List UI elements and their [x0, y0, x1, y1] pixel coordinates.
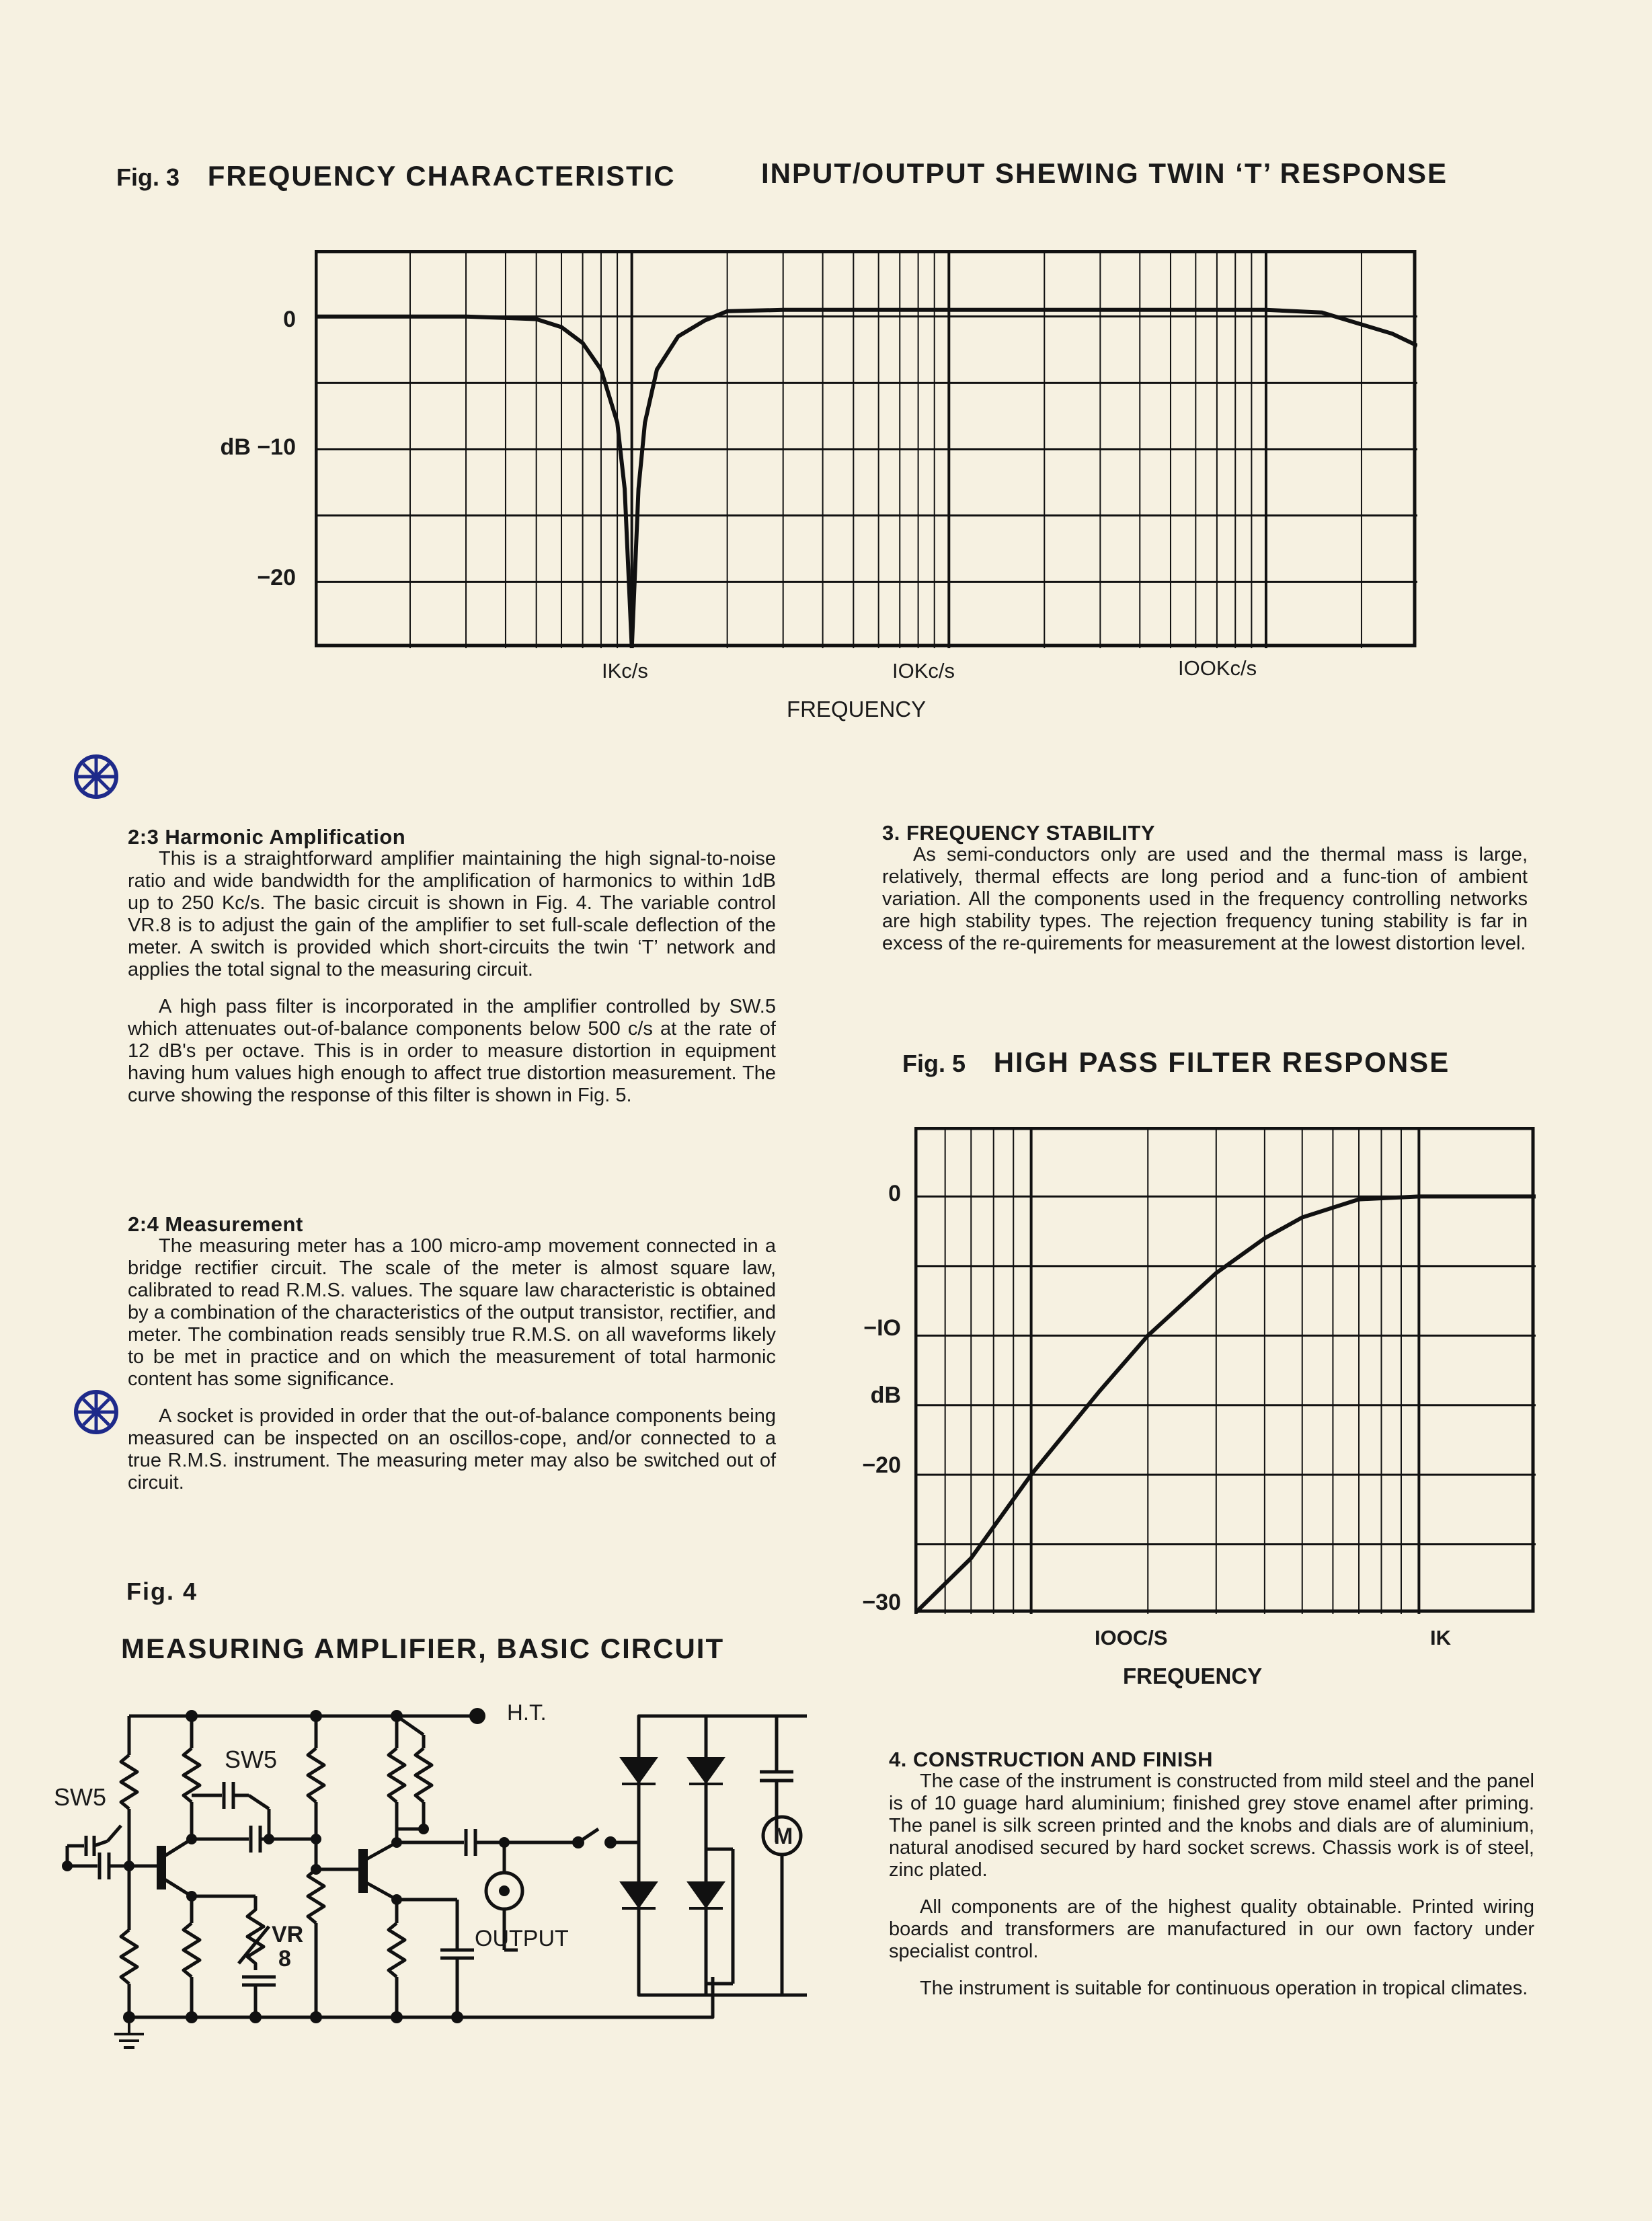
fig5-ytick-minus30: −30 [862, 1590, 901, 1615]
fig5-ytick-0: 0 [888, 1181, 901, 1206]
fig5-ylabel: dB [870, 1382, 901, 1408]
fig5-xtick-1k: IK [1430, 1626, 1451, 1649]
label-ht: H.T. [507, 1700, 547, 1725]
section-heading: 2:4 Measurement [128, 1212, 303, 1236]
fig5-number: Fig. 5 [902, 1050, 966, 1077]
fig3-ytick-0: 0 [283, 307, 296, 332]
fig4-number: Fig. 4 [126, 1577, 198, 1605]
ground-icon [114, 2017, 144, 2048]
fig3-xtick-1k: IKc/s [602, 659, 648, 683]
paragraph: As semi-conductors only are used and the thermal mass is large, relatively, thermal effects are long period and a func-tion of ambient variation. All the components used in the frequency controlling networks are high stability types. The rejection frequency tuning stability is far in excess of the re-quirements for measurement at the lowest distortion level. [882, 844, 1528, 954]
section-construction-finish [889, 1748, 1534, 2015]
fig3-title-left: FREQUENCY CHARACTERISTIC [207, 160, 676, 192]
fig5-frame [916, 1128, 1533, 1611]
paragraph: This is a straightforward amplifier maintaining the high signal-to-noise ratio and wide bandwidth for the amplification of harmonics to within 1dB up to 250 Kc/s. The basic circuit is shown in Fig. 4. The variable control VR.8 is to adjust the gain of the amplifier to set full-scale deflection of the meter. A switch is provided which short-circuits the twin ‘T’ network and applies the total signal to the measuring circuit. [128, 848, 776, 980]
fig5-ytick-minus10: −IO [863, 1315, 901, 1341]
asterisk-stamp-icon [73, 1389, 120, 1436]
paragraph: A high pass filter is incorporated in the amplifier controlled by SW.5 which attenuates out-of-balance components below 500 c/s at the rate of 12 dB's per octave. This is in order to measure distortion in equipment having hum values high enough to affect true distortion measurement. The curve showing the response of this filter is shown in Fig. 5. [128, 996, 776, 1106]
section-frequency-stability [882, 822, 1528, 970]
paragraph: All components are of the highest quality obtainable. Printed wiring boards and transformers are manufactured in our own factory under specialist control. [889, 1896, 1534, 1962]
label-sw5-top: SW5 [225, 1746, 278, 1773]
paragraph: The measuring meter has a 100 micro-amp movement connected in a bridge rectifier circuit. The scale of the meter is almost square law, calibrated to read R.M.S. values. The square law characteristic is obtained by a combination of the characteristics of the output transistor, rectifier, and meter. The combination reads sensibly true R.M.S. on all waveforms likely to be met in practice and on which the measurement of total harmonic content has some significance. [128, 1235, 776, 1390]
paragraph: A socket is provided in order that the out-of-balance components being measured can be inspected on an oscillos-cope, and/or connected to a true R.M.S. instrument. The measuring meter may also be switched out of circuit. [128, 1405, 776, 1493]
section-heading: 2:3 Harmonic Amplification [128, 825, 406, 849]
section-heading: 3. FREQUENCY STABILITY [882, 821, 1156, 845]
paragraph: The case of the instrument is constructed from mild steel and the panel is of 10 guage hard aluminium; finished grey stove enamel after priming. The panel is silk screen printed and the knobs and dials are of aluminium, natural anodised secured by hard socket screws. Chassis work is of steel, zinc plated. [889, 1770, 1534, 1881]
fig3-ytick-minus20: −20 [257, 565, 296, 590]
fig3-xtick-10k: IOKc/s [892, 659, 955, 683]
fig3-title-right: INPUT/OUTPUT SHEWING TWIN ‘T’ RESPONSE [761, 157, 1448, 189]
section-measurement [128, 1213, 776, 1509]
paragraph: The instrument is suitable for continuous operation in tropical climates. [920, 1978, 1528, 1999]
fig3-number: Fig. 3 [116, 163, 180, 191]
section-heading: 4. CONSTRUCTION AND FINISH [889, 1748, 1214, 1771]
label-vr-number: 8 [278, 1946, 291, 1972]
fig5-chart [914, 1127, 1536, 1614]
fig4-circuit-diagram [47, 1694, 807, 2071]
fig5-xtick-100: IOOC/S [1095, 1626, 1168, 1649]
fig3-ytick-minus10: dB −10 [220, 434, 296, 460]
section-harmonic-amplification [128, 826, 776, 1122]
label-output: OUTPUT [475, 1926, 569, 1951]
fig5-title [902, 1046, 1450, 1079]
fig5-xlabel: FREQUENCY [1123, 1664, 1263, 1688]
fig4-title: MEASURING AMPLIFIER, BASIC CIRCUIT [121, 1633, 725, 1664]
fig5-title-text: HIGH PASS FILTER RESPONSE [993, 1046, 1450, 1078]
asterisk-stamp-icon [73, 753, 120, 800]
fig3-xtick-100k: IOOKc/s [1178, 656, 1257, 680]
fig5-ytick-minus20: −20 [862, 1452, 901, 1478]
label-vr: VR [272, 1922, 304, 1947]
fig3-chart [315, 250, 1417, 648]
fig3-xlabel: FREQUENCY [787, 697, 927, 722]
label-sw5-left: SW5 [54, 1783, 107, 1811]
fig3-title [116, 160, 676, 192]
meter-icon: M [774, 1824, 793, 1849]
fig5-grid [914, 1127, 1536, 1614]
